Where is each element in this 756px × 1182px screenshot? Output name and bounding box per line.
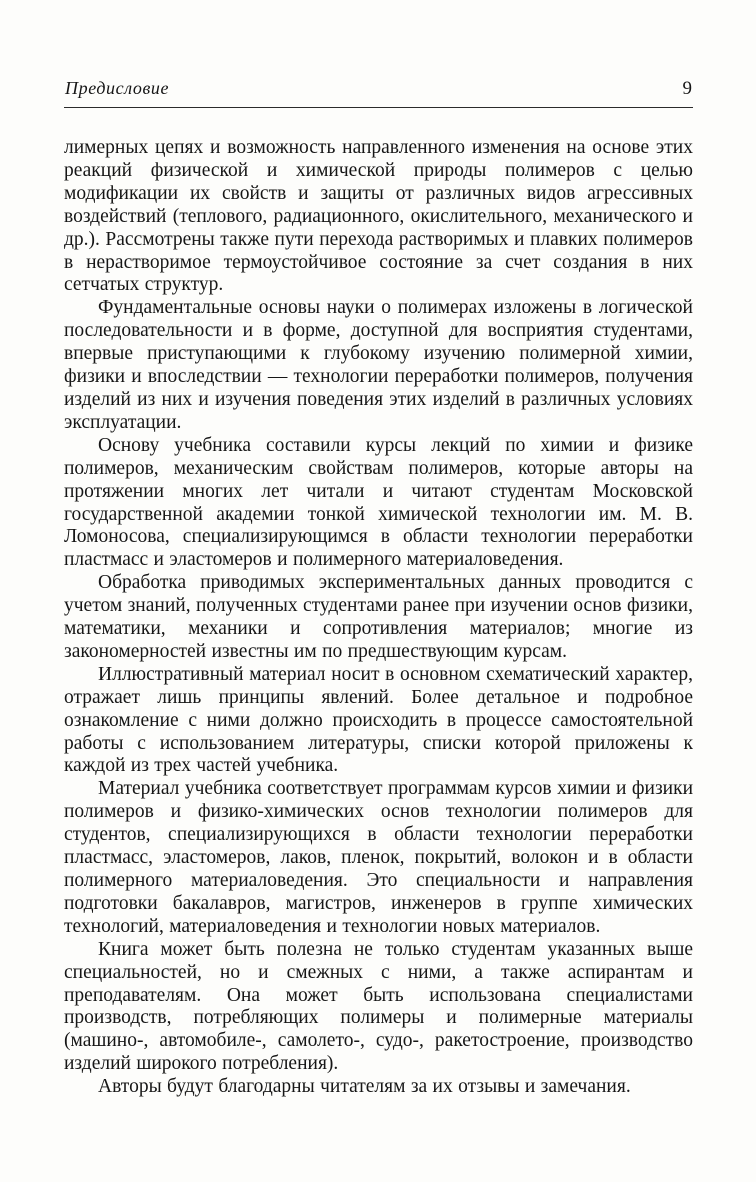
paragraph: Материал учебника соответствует программам курсов химии и физики полимеров и физико-химических основ технологии полимеров для студентов, специализирующихся в области технологии переработки пластмасс, эластомеров, лаков, пленок, покрытий, волокон и в области полимерного материаловедения. Это специальности и направления подготовки бакалавров, магистров, инженеров в группе химических технологий, материаловедения и технологии новых материалов. xyxy=(64,778,693,937)
page-header xyxy=(64,78,693,107)
paragraph: Фундаментальные основы науки о полимерах изложены в логической последовательности и в форме, доступной для восприятия студентами, впервые приступающими к глубокому изучению полимерной химии, физики и впоследствии — технологии переработки полимеров, получения изделий из них и изучения поведения этих изделий в различных условиях эксплуатации. xyxy=(64,297,693,433)
paragraph: Авторы будут благодарны читателям за их отзывы и замечания. xyxy=(98,1076,631,1098)
paragraph: Обработка приводимых экспериментальных данных проводится с учетом знаний, полученных студентами ранее при изучении основ физики, математики, механики и сопротивления материалов; многие из закономерностей известны им по предшествующим курсам. xyxy=(64,572,693,662)
running-head-title: Предисловие xyxy=(65,78,170,98)
paragraph: Основу учебника составили курсы лекций по химии и физике полимеров, механическим свойствам полимеров, которые авторы на протяжении многих лет читали и читают студентам Московской государственной академии тонкой химической технологии им. М. В. Ломоносова, специализирующимся в области технологии переработки пластмасс и эластомеров и полимерного материаловедения. xyxy=(64,434,693,571)
paragraph: лимерных цепях и возможность направленного изменения на основе этих реакций физической и химической природы полимеров с целью модификации их свойств и защиты от различных видов агрессивных воздействий (теплового, радиационного, окислительного, механического и др.). Рассмотрены также пути перехода растворимых и плавких полимеров в нерастворимое термоустойчивое состояние за счет создания в них сетчатых структур. xyxy=(64,137,693,296)
page-number: 9 xyxy=(682,78,692,99)
paragraph: Иллюстративный материал носит в основном схематический характер, отражает лишь принципы явлений. Более детальное и подробное ознакомление с ними должно происходить в процессе самостоятельной работы с использованием литературы, списки которой приложены к каждой из трех частей учебника. xyxy=(64,663,693,777)
paragraph: Книга может быть полезна не только студентам указанных выше специальностей, но и смежных с ними, а также аспирантам и преподавателям. Она может быть использована специалистами производств, потребляющих полимеры и полимерные материалы (машино-, автомобиле-, самолето-, судо-, ракетостроение, производство изделий широкого потребления). xyxy=(64,938,693,1075)
header-rule xyxy=(64,107,693,108)
page-body xyxy=(64,137,693,1099)
